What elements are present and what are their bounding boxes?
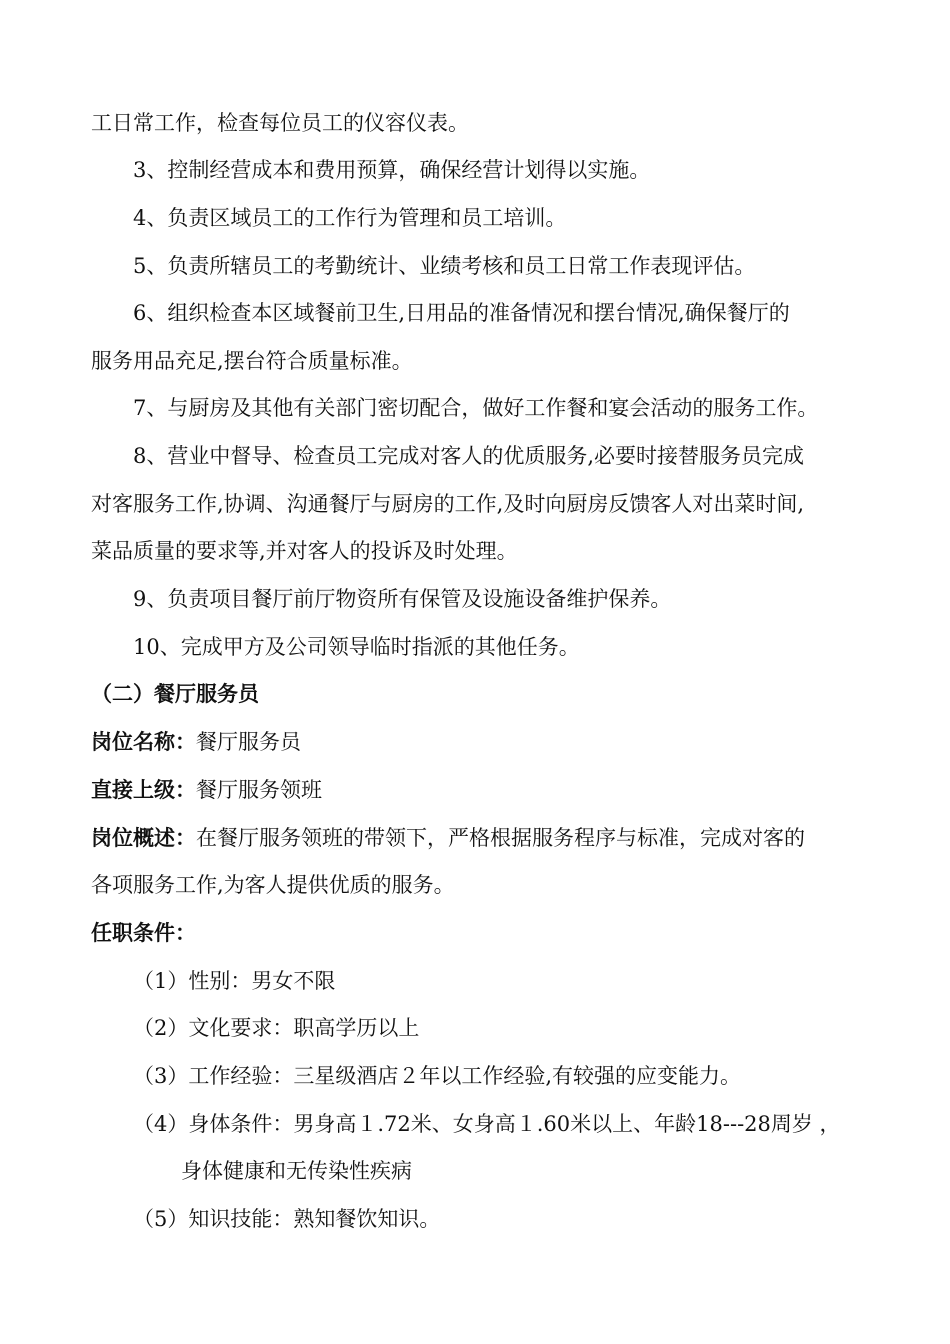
duty-item-8-line-3: 菜品质量的要求等,并对客人的投诉及时处理。 — [91, 539, 518, 563]
duty-item-4: 4、负责区域员工的工作行为管理和员工培训。 — [133, 206, 567, 230]
superior-label: 直接上级： — [91, 778, 196, 802]
duty-item-8-line-2: 对客服务工作,协调、沟通餐厅与厨房的工作,及时向厨房反馈客人对出菜时间, — [91, 492, 805, 516]
superior-row — [91, 775, 871, 805]
post-name-value: 餐厅服务员 — [196, 730, 301, 754]
overview-line-2: 各项服务工作,为客人提供优质的服务。 — [91, 873, 455, 897]
requirement-5: （5）知识技能：熟知餐饮知识。 — [133, 1207, 441, 1231]
duty-continuation-line: 工日常工作，检查每位员工的仪容仪表。 — [91, 111, 469, 135]
duty-item-5: 5、负责所辖员工的考勤统计、业绩考核和员工日常工作表现评估。 — [133, 254, 756, 278]
duty-item-8-line-1: 8、营业中督导、检查员工完成对客人的优质服务,必要时接替服务员完成 — [133, 444, 805, 468]
requirements-label: 任职条件： — [91, 921, 196, 945]
duty-item-6-line-1: 6、组织检查本区域餐前卫生,日用品的准备情况和摆台情况,确保餐厅的 — [133, 301, 790, 325]
duty-item-6-line-2: 服务用品充足,摆台符合质量标准。 — [91, 349, 413, 373]
post-name-row — [91, 727, 871, 757]
requirement-4-line-1: （4）身体条件：男身高１.72米、女身高１.60米以上、年龄18---28周岁 ， — [133, 1112, 841, 1136]
superior-value: 餐厅服务领班 — [196, 778, 322, 802]
overview-row — [91, 823, 871, 853]
duty-item-7: 7、与厨房及其他有关部门密切配合，做好工作餐和宴会活动的服务工作。 — [133, 396, 819, 420]
requirement-4-line-2: 身体健康和无传染性疾病 — [181, 1159, 412, 1183]
duty-item-10: 10、完成甲方及公司领导临时指派的其他任务。 — [133, 635, 580, 659]
requirement-2: （2）文化要求：职高学历以上 — [133, 1016, 420, 1040]
section-heading: （二）餐厅服务员 — [91, 682, 259, 706]
requirement-3: （3）工作经验：三星级酒店２年以工作经验,有较强的应变能力。 — [133, 1064, 742, 1088]
overview-line-1: 在餐厅服务领班的带领下，严格根据服务程序与标准，完成对客的 — [196, 826, 805, 850]
post-name-label: 岗位名称： — [91, 730, 196, 754]
requirement-1: （1）性别：男女不限 — [133, 969, 336, 993]
overview-label: 岗位概述： — [91, 826, 196, 850]
duty-item-9: 9、负责项目餐厅前厅物资所有保管及设施设备维护保养。 — [133, 587, 672, 611]
duty-item-3: 3、控制经营成本和费用预算，确保经营计划得以实施。 — [133, 158, 651, 182]
